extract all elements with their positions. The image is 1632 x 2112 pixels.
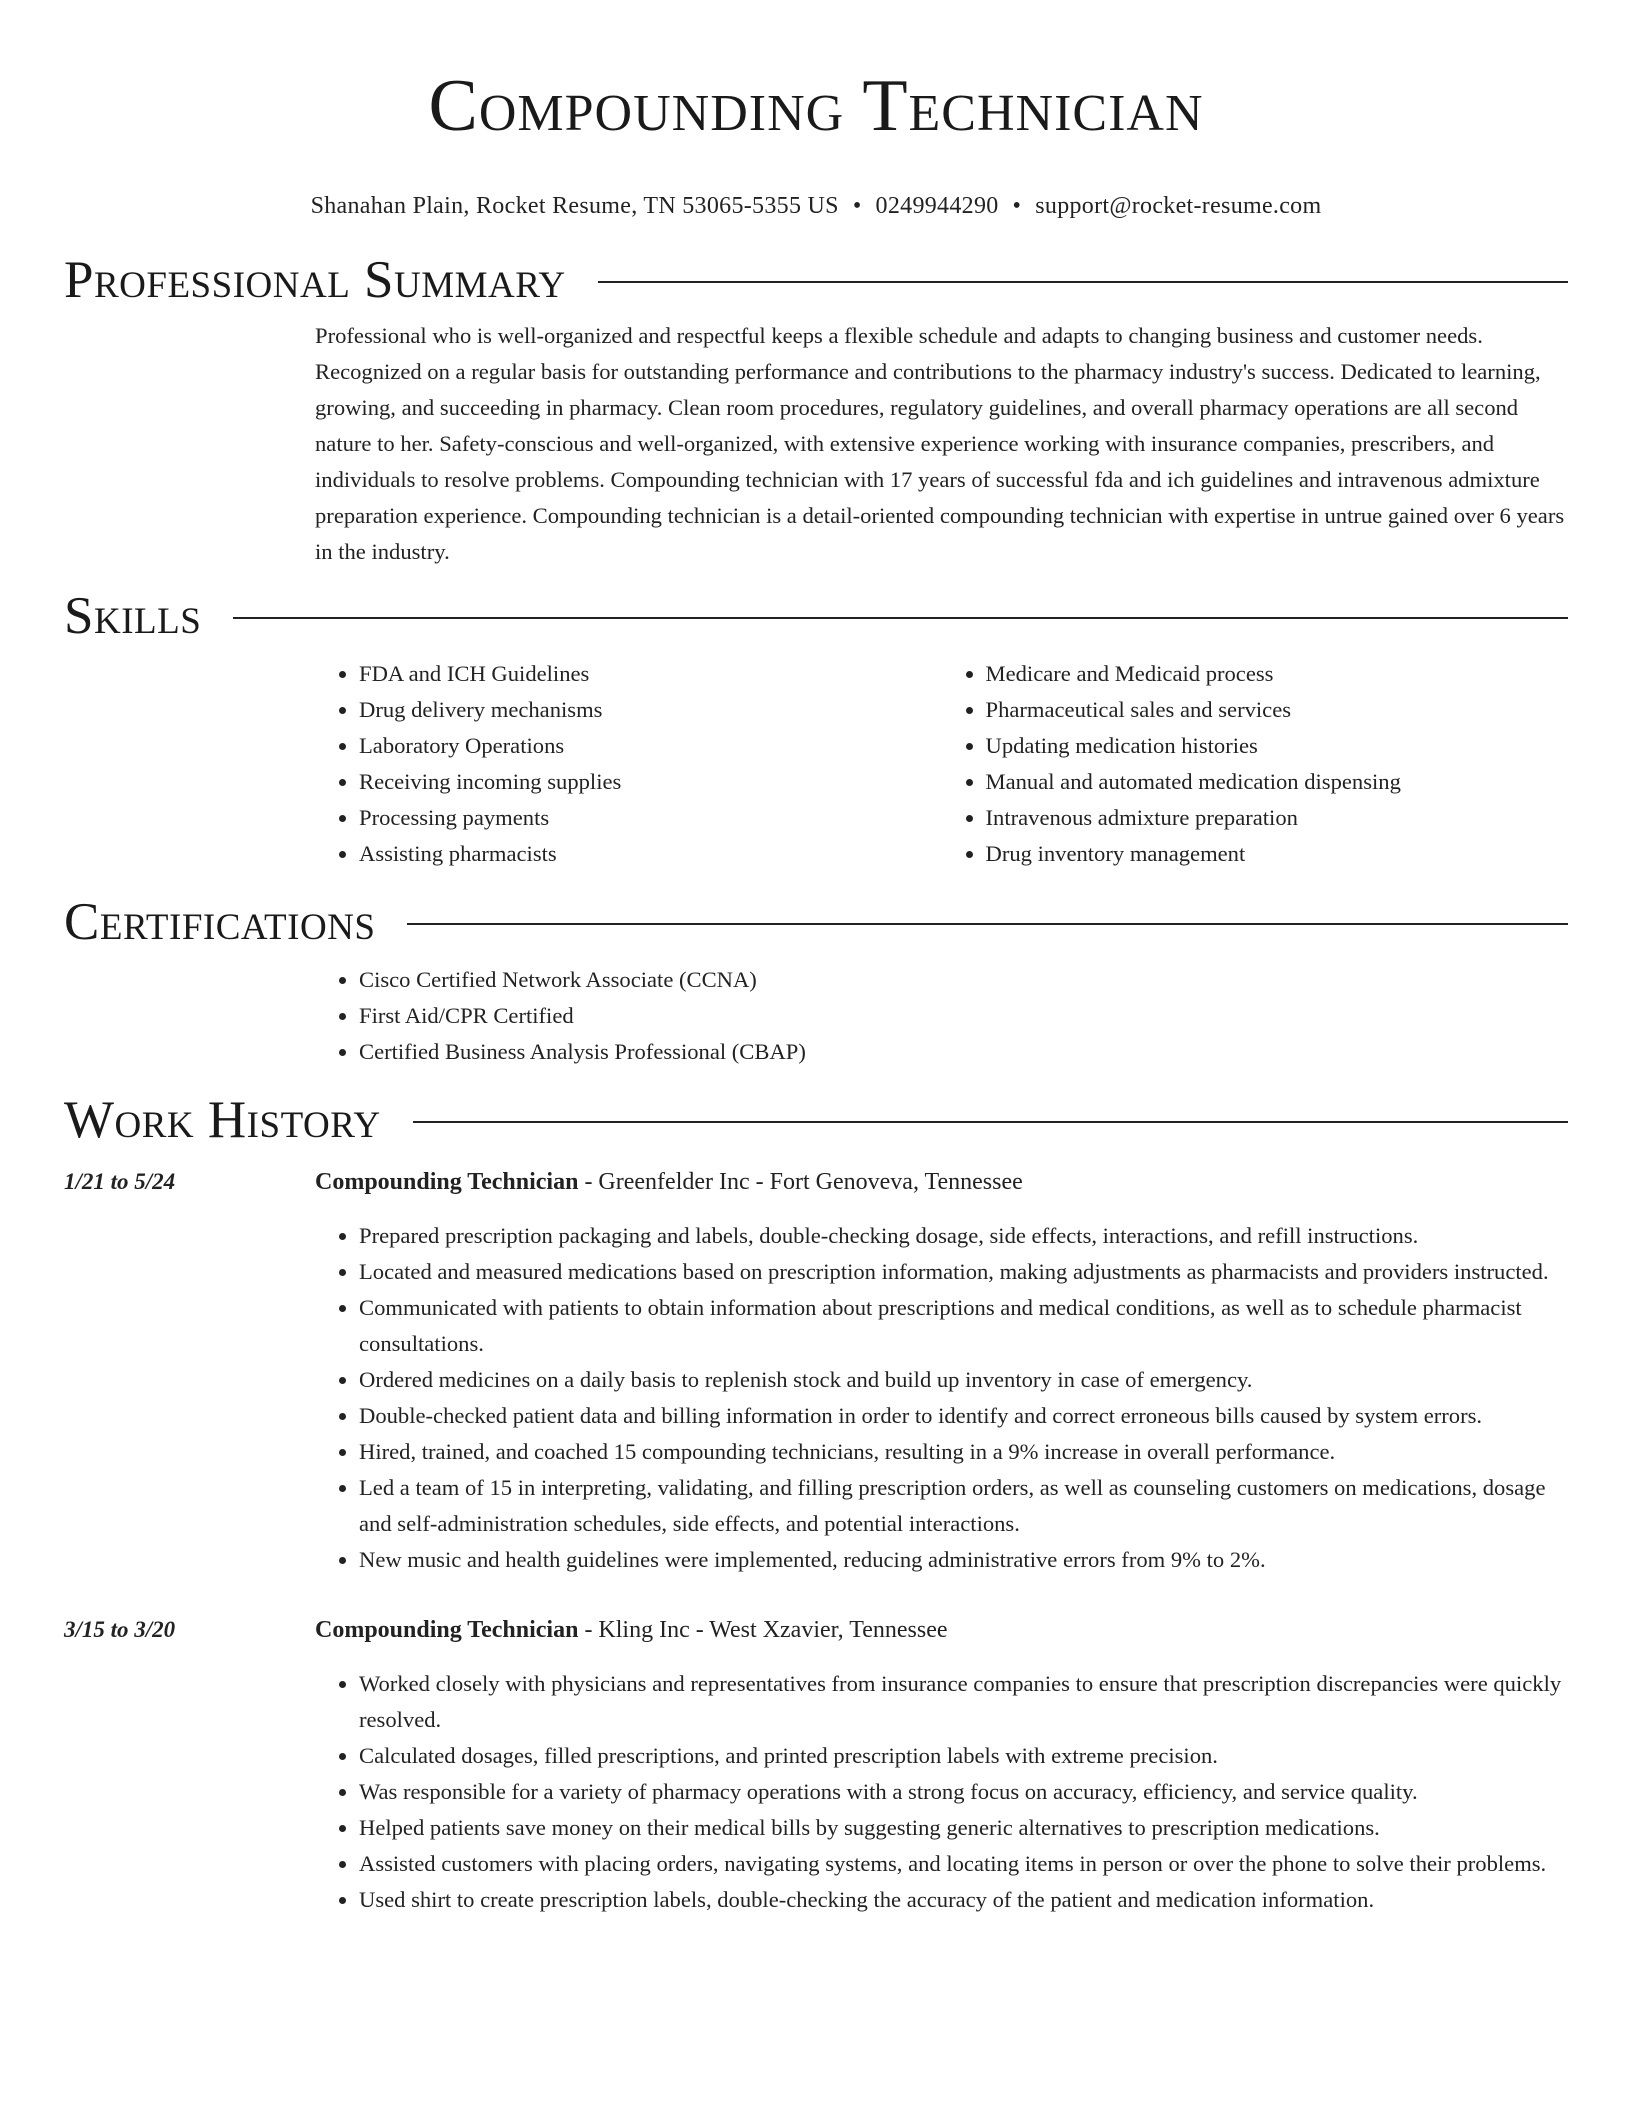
skill-item: • Intravenous admixture preparation (986, 800, 1569, 836)
certifications-section-heading (64, 892, 1568, 952)
job-title: Compounding Technician (315, 1617, 579, 1643)
contact-separator: • (1012, 193, 1022, 219)
resume-page (64, 0, 1568, 1918)
job-bullet-list (315, 1666, 1568, 1918)
job-bullet: • New music and health guidelines were implemented, reducing administrative errors from 9% to 2%. (359, 1542, 1568, 1578)
job-main (315, 1164, 1568, 1578)
skill-item: • Manual and automated medication dispensing (986, 764, 1569, 800)
certifications-section-title: Certifications (64, 893, 376, 951)
skills-section-title: Skills (64, 587, 202, 645)
job-details: - Greenfelder Inc - Fort Genoveva, Tennessee (578, 1169, 1023, 1195)
skill-item: • FDA and ICH Guidelines (359, 656, 942, 692)
work-section-heading (64, 1090, 1568, 1150)
skills-list-left (315, 656, 942, 872)
skill-item: • Drug inventory management (986, 836, 1569, 872)
summary-section-heading (64, 250, 1568, 310)
contact-line (64, 190, 1568, 222)
job-bullet: • Communicated with patients to obtain information about prescriptions and medical conditions, as well as to schedule pharmacist consultations. (359, 1290, 1568, 1362)
summary-section-title: Professional Summary (64, 251, 566, 309)
skill-item: • Drug delivery mechanisms (359, 692, 942, 728)
job-title-line (315, 1612, 1568, 1648)
certification-item: • First Aid/CPR Certified (359, 998, 1568, 1034)
job-entry (64, 1164, 1568, 1578)
job-bullet: • Prepared prescription packaging and labels, double-checking dosage, side effects, interactions, and refill instructions. (359, 1218, 1568, 1254)
summary-text: Professional who is well-organized and respectful keeps a flexible schedule and adapts to changing business and customer needs. Recognized on a regular basis for outstanding performance and contributions to the pharmacy industry's success. Dedicated to learning, growing, and succeeding in pharmacy. Clean room procedures, regulatory guidelines, and overall pharmacy operations are all second nature to her. Safety-conscious and well-organized, with extensive experience working with insurance companies, prescribers, and individuals to resolve problems. Compounding technician with 17 years of successful fda and ich guidelines and intravenous admixture preparation experience. Compounding technician is a detail-oriented compounding technician with expertise in untrue gained over 6 years in the industry. (315, 323, 1565, 564)
skills-grid (315, 656, 1568, 872)
certification-item: • Certified Business Analysis Professional (CBAP) (359, 1034, 1568, 1070)
contact-email: support@rocket-resume.com (1035, 193, 1322, 219)
job-title: Compounding Technician (315, 1169, 579, 1195)
skill-item: • Updating medication histories (986, 728, 1569, 764)
job-bullet: • Used shirt to create prescription labels, double-checking the accuracy of the patient and medication information. (359, 1882, 1568, 1918)
skill-item: • Receiving incoming supplies (359, 764, 942, 800)
job-details: - Kling Inc - West Xzavier, Tennessee (578, 1617, 948, 1643)
job-dates: 3/15 to 3/20 (64, 1617, 176, 1642)
job-bullet: • Worked closely with physicians and representatives from insurance companies to ensure that prescription discrepancies were quickly resolved. (359, 1666, 1568, 1738)
contact-phone: 0249944290 (875, 193, 999, 219)
job-bullet: • Hired, trained, and coached 15 compounding technicians, resulting in a 9% increase in overall performance. (359, 1434, 1568, 1470)
section-divider (233, 617, 1568, 619)
job-bullet: • Ordered medicines on a daily basis to replenish stock and build up inventory in case of emergency. (359, 1362, 1568, 1398)
contact-separator: • (852, 193, 862, 219)
job-bullet: • Calculated dosages, filled prescriptions, and printed prescription labels with extreme precision. (359, 1738, 1568, 1774)
skill-item: • Laboratory Operations (359, 728, 942, 764)
job-bullet: • Led a team of 15 in interpreting, validating, and filling prescription orders, as well as counseling customers on medications, dosage and self-administration schedules, side effects, and potential interactions. (359, 1470, 1568, 1542)
certification-item: • Cisco Certified Network Associate (CCNA) (359, 962, 1568, 998)
certifications-content (315, 962, 1568, 1070)
job-bullet: • Assisted customers with placing orders, navigating systems, and locating items in person or over the phone to solve their problems. (359, 1846, 1568, 1882)
work-section-title: Work History (64, 1091, 381, 1149)
skills-section-heading (64, 586, 1568, 646)
job-main (315, 1612, 1568, 1918)
job-entry (64, 1612, 1568, 1918)
job-bullet-list (315, 1218, 1568, 1578)
job-bullet: • Was responsible for a variety of pharmacy operations with a strong focus on accuracy, efficiency, and service quality. (359, 1774, 1568, 1810)
skill-item: • Assisting pharmacists (359, 836, 942, 872)
job-bullet: • Located and measured medications based on prescription information, making adjustments as pharmacists and providers instructed. (359, 1254, 1568, 1290)
section-divider (407, 923, 1568, 925)
skill-item: • Processing payments (359, 800, 942, 836)
job-bullet: • Double-checked patient data and billing information in order to identify and correct erroneous bills caused by system errors. (359, 1398, 1568, 1434)
skills-list-right (942, 656, 1569, 872)
resume-name: Compounding Technician (428, 65, 1204, 147)
skill-item: • Medicare and Medicaid process (986, 656, 1569, 692)
job-dates: 1/21 to 5/24 (64, 1169, 176, 1194)
section-divider (598, 281, 1568, 283)
skill-item: • Pharmaceutical sales and services (986, 692, 1569, 728)
job-bullet: • Helped patients save money on their medical bills by suggesting generic alternatives to prescription medications. (359, 1810, 1568, 1846)
section-divider (413, 1121, 1568, 1123)
certifications-list (315, 962, 1568, 1070)
contact-address: Shanahan Plain, Rocket Resume, TN 53065-5355 US (310, 193, 839, 219)
job-title-line (315, 1164, 1568, 1200)
